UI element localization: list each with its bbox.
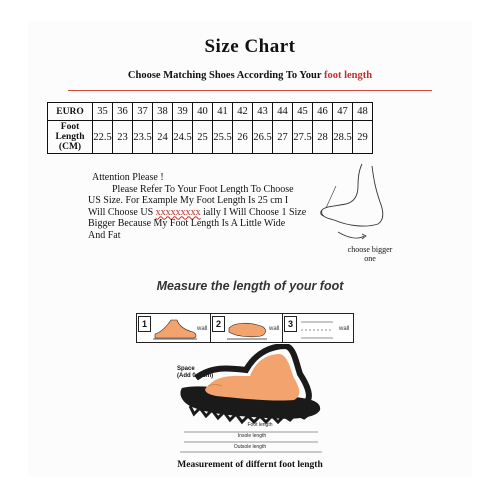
measurement-caption: Measurement of differnt foot length bbox=[177, 460, 323, 470]
attention-line: US Size. For Example My Foot Length Is 25 cm I bbox=[88, 195, 289, 206]
foot-length-cell: 24 bbox=[153, 121, 173, 154]
wall-label: wall bbox=[269, 326, 280, 332]
foot-length-header: Foot Length (CM) bbox=[48, 121, 93, 154]
euro-cell: 41 bbox=[213, 103, 233, 121]
attention-line bbox=[88, 207, 328, 219]
attention-heading: Attention Please ! bbox=[92, 172, 164, 183]
foot-length-cell: 27 bbox=[273, 121, 293, 154]
euro-cell: 35 bbox=[93, 103, 113, 121]
foot-length-cell: 28 bbox=[313, 121, 333, 154]
foot-length-cell: 27.5 bbox=[293, 121, 313, 154]
step-number: 2 bbox=[212, 316, 225, 332]
foot-measure-icon bbox=[151, 316, 199, 340]
divider bbox=[68, 90, 432, 91]
euro-header: EURO bbox=[48, 103, 93, 121]
choose-bigger-note: choose bigger one bbox=[347, 245, 393, 263]
foot-sketch-illustration bbox=[318, 160, 398, 250]
subtitle-text: Choose Matching Shoes According To Your bbox=[127, 70, 324, 81]
step-3-panel bbox=[282, 313, 354, 343]
euro-cell: 48 bbox=[353, 103, 373, 121]
wall-label: wall bbox=[339, 326, 350, 332]
euro-cell: 45 bbox=[293, 103, 313, 121]
wall-label: wall bbox=[197, 326, 208, 332]
foot-length-cell: 26.5 bbox=[253, 121, 273, 154]
step-number: 1 bbox=[138, 316, 151, 332]
foot-in-shoe-illustration bbox=[176, 344, 326, 456]
foot-length-cell: 29 bbox=[353, 121, 373, 154]
euro-cell: 40 bbox=[193, 103, 213, 121]
foot-length-cell: 24.5 bbox=[173, 121, 193, 154]
insole-length-label: Insole length bbox=[237, 433, 267, 439]
step-number: 3 bbox=[284, 316, 297, 332]
page-title: Size Chart bbox=[204, 36, 296, 57]
foot-length-row bbox=[48, 121, 373, 154]
euro-row bbox=[48, 103, 373, 121]
measure-title: Measure the length of your foot bbox=[156, 279, 344, 293]
step-2-panel bbox=[210, 313, 284, 343]
foot-length-label: Foot length bbox=[247, 422, 273, 428]
attention-text: Will Choose US bbox=[88, 206, 156, 218]
euro-cell: 46 bbox=[313, 103, 333, 121]
foot-length-cell: 23.5 bbox=[133, 121, 153, 154]
foot-length-cell: 25 bbox=[193, 121, 213, 154]
euro-cell: 36 bbox=[113, 103, 133, 121]
attention-line: Bigger Because My Foot Length Is A Little Wide bbox=[88, 218, 286, 229]
ruler-measure-icon bbox=[297, 316, 337, 340]
size-table bbox=[47, 102, 373, 154]
attention-line: Please Refer To Your Foot Length To Choose bbox=[112, 183, 294, 195]
attention-redacted: xxxxxxxxx bbox=[155, 206, 201, 218]
attention-text: ially I Will Choose 1 Size bbox=[200, 206, 307, 218]
foot-measure-icon bbox=[225, 316, 269, 340]
outsole-length-label: Outsole length bbox=[233, 444, 267, 450]
foot-length-cell: 23 bbox=[113, 121, 133, 154]
euro-cell: 39 bbox=[173, 103, 193, 121]
attention-note bbox=[88, 172, 328, 241]
page-subtitle bbox=[0, 70, 500, 81]
foot-length-cell: 26 bbox=[233, 121, 253, 154]
euro-cell: 38 bbox=[153, 103, 173, 121]
euro-cell: 43 bbox=[253, 103, 273, 121]
foot-length-cell: 28.5 bbox=[333, 121, 353, 154]
euro-cell: 42 bbox=[233, 103, 253, 121]
subtitle-highlight: foot length bbox=[323, 70, 373, 81]
space-value-text: (Add 0~1cm) bbox=[177, 373, 214, 379]
step-1-panel bbox=[136, 313, 212, 343]
foot-length-cell: 25.5 bbox=[213, 121, 233, 154]
euro-cell: 37 bbox=[133, 103, 153, 121]
space-label-text: Space bbox=[177, 366, 195, 372]
attention-line: And Fat bbox=[88, 229, 121, 241]
foot-length-cell: 22.5 bbox=[93, 121, 113, 154]
euro-cell: 47 bbox=[333, 103, 353, 121]
euro-cell: 44 bbox=[273, 103, 293, 121]
